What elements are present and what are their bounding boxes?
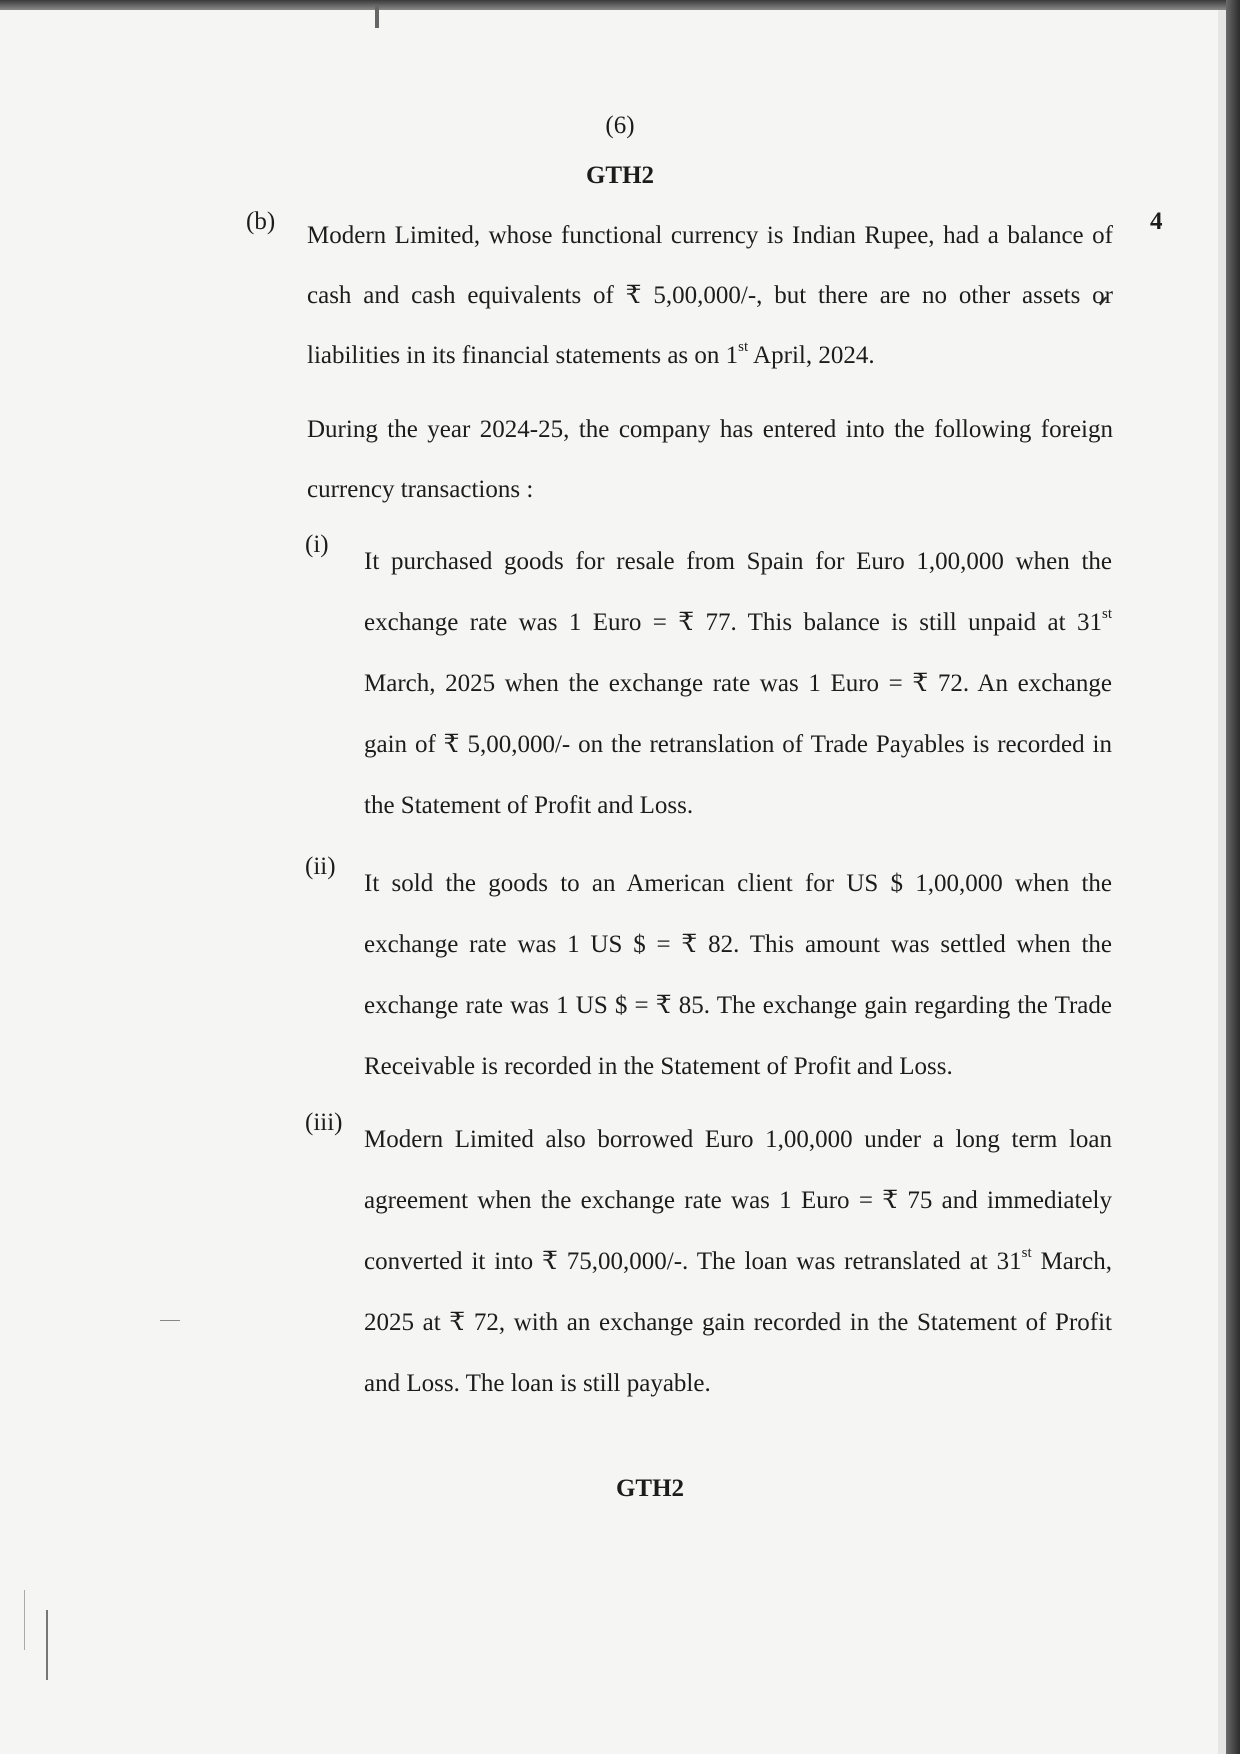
item-label-ii: (ii)	[305, 853, 336, 880]
paper-code-bottom: GTH2	[615, 1475, 685, 1502]
question-during: During the year 2024-25, the company has entered into the following foreign currency transactions :	[307, 416, 1113, 503]
item-label-i: (i)	[305, 531, 329, 558]
question-marks: 4	[1150, 208, 1163, 235]
paper-code-top: GTH2	[585, 162, 655, 189]
margin-mark	[46, 1610, 48, 1680]
item-label-iii: (iii)	[305, 1109, 343, 1136]
item-iii-text: Modern Limited also borrowed Euro 1,00,000 under a long term loan agreement when the exchange rate was 1 Euro = ₹ 75 and immediately converted it into ₹ 75,00,000/-. The loan was retranslated at 31st March, 2025 at ₹ 72, with an exchange gain recorded in the Statement of Profit and Loss. The loan is still payable.	[364, 1126, 1113, 1397]
item-ii-text: It sold the goods to an American client for US $ 1,00,000 when the exchange rate was 1 US $ = ₹ 82. This amount was settled when the exchange rate was 1 US $ = ₹ 85. The exchange gain regarding the Trade Receivable is recorded in the Statement of Profit and Loss.	[364, 870, 1112, 1080]
margin-mark	[24, 1590, 25, 1650]
margin-mark	[160, 1320, 180, 1321]
scan-top-border	[0, 0, 1240, 10]
question-intro: Modern Limited, whose functional currency is Indian Rupee, had a balance of cash and cash equivalents of ₹ 5,00,000/-, but there are no other assets or liabilities in its financial statements as on 1st April, 2024.	[307, 222, 1113, 369]
staple-mark	[375, 6, 379, 28]
item-i-text: It purchased goods for resale from Spain for Euro 1,00,000 when the exchange rate was 1 Euro = ₹ 77. This balance is still unpaid at 31st March, 2025 when the exchange rate was 1 Euro = ₹ 72. An exchange gain of ₹ 5,00,000/- on the retranslation of Trade Payables is recorded in the Statement of Profit and Loss.	[364, 548, 1112, 819]
question-label: (b)	[246, 208, 276, 235]
page-number: (6)	[605, 112, 635, 139]
